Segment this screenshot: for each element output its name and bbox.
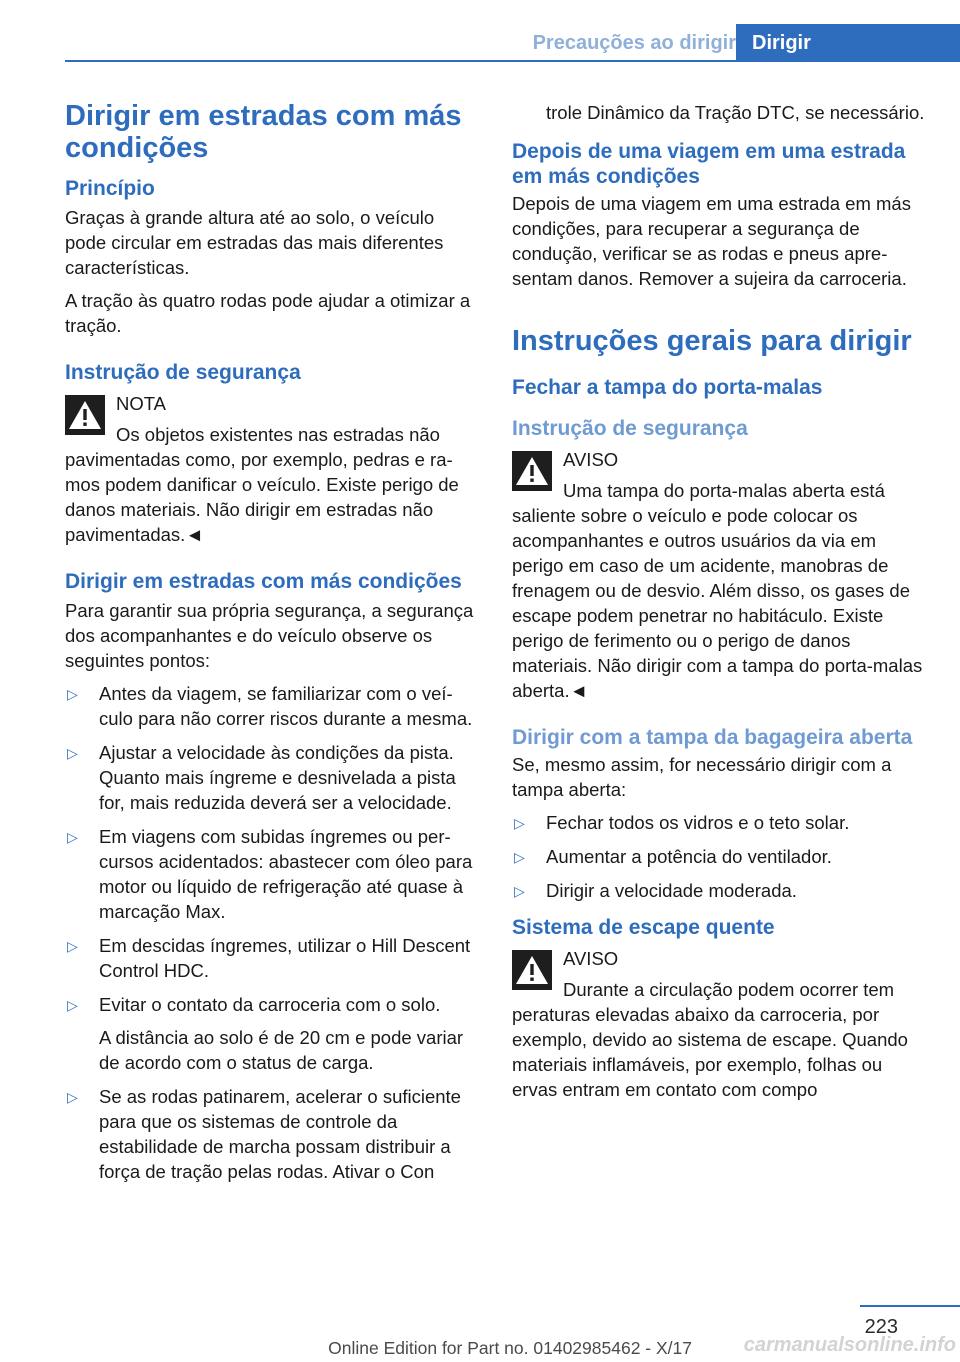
edition-text: Online Edition for Part no. 01402985462 - X/17	[328, 1338, 692, 1358]
list-item: ▷ Em viagens com subidas íngremes ou percursos acidentados: abastecer com óleo para motor ou líquido de refrigeração até quase à marcação Max.	[67, 826, 473, 922]
open-trunk-heading: Dirigir com a tampa da bagageira aberta	[512, 726, 913, 749]
triangle-bullet-icon: ▷	[514, 815, 525, 831]
principle-text-2: A tração às quatro rodas pode ajudar a otimizar a tração.	[65, 290, 471, 336]
list-item: ▷ Se as rodas patinarem, acelerar o suficiente para que os sistemas de controle da estabilidade de marcha possam distribuir a força de tração pelas rodas. Ativar o Con	[67, 1086, 461, 1182]
trunk-safety-heading: Instrução de segurança	[512, 417, 748, 440]
triangle-bullet-icon: ▷	[514, 849, 525, 865]
warning-triangle-icon	[512, 451, 552, 491]
list-item: ▷ Fechar todos os vidros e o teto solar.	[512, 810, 927, 835]
list-item: ▷ Dirigir a velocidade moderada.	[512, 878, 927, 903]
warning-first-line: Os objetos existentes nas estradas não	[116, 424, 440, 445]
list-item: ▷ Antes da viagem, se familiarizar com o veículo para não correr riscos durante a mesma.	[67, 683, 473, 729]
principle-heading: Princípio	[65, 177, 155, 200]
warning-block	[512, 447, 927, 703]
page-title: Dirigir em estradas com más condições	[65, 100, 462, 164]
warning-text: saliente sobre o veículo e pode colocar os acompanhantes e outros usuários da via em perigo em caso de um acidente, manobras de frenagem ou de desvio. Além disso, os gases de escape podem penetrar no habitáculo. Existe perigo de ferimento ou o perigo de danos materiais. Não dirigir com a tampa do porta-malas aberta.◄	[512, 505, 923, 701]
triangle-bullet-icon: ▷	[67, 745, 78, 761]
bad-roads-intro: Para garantir sua própria segurança, a segurança dos acompanhantes e do veículo observe os seguintes pontos:	[65, 600, 474, 671]
warning-first-line: Uma tampa do porta-malas aberta está	[563, 480, 885, 501]
header-rule	[65, 60, 960, 62]
bad-roads-list	[65, 681, 480, 1184]
general-instructions-title: Instruções gerais para dirigir	[512, 325, 912, 357]
warning-first-line: Durante a circulação podem ocorrer tem	[563, 979, 895, 1000]
triangle-bullet-icon: ▷	[514, 883, 525, 899]
header-section-prev: Precauções ao dirigir	[532, 32, 736, 54]
warning-block	[65, 391, 480, 547]
watermark: carmanualsonline.info	[743, 1334, 956, 1356]
after-trip-text: Depois de uma viagem em uma estrada em más condições, para recuperar a segurança de condução, verificar se as rodas e pneus apresentam danos. Remover a sujeira da carroceria.	[512, 193, 911, 289]
list-item: ▷ Em descidas íngremes, utilizar o Hill Descent Control HDC.	[67, 935, 471, 981]
principle-text-1: Graças à grande altura até ao solo, o veículo pode circular em estradas das mais diferentes características.	[65, 207, 444, 278]
exhaust-heading: Sistema de escape quente	[512, 916, 775, 939]
warning-title: AVISO	[563, 948, 619, 969]
triangle-bullet-icon: ▷	[67, 686, 78, 702]
warning-triangle-icon	[512, 950, 552, 990]
list-item-subtext: A distância ao solo é de 20 cm e pode variar de acordo com o status de carga.	[99, 1027, 464, 1073]
footer-rule	[860, 1305, 960, 1307]
list-item: ▷ Aumentar a potência do ventilador.	[512, 844, 927, 869]
after-trip-heading: Depois de uma viagem em uma estrada em más condições	[512, 140, 906, 188]
triangle-bullet-icon: ▷	[67, 938, 78, 954]
warning-title: AVISO	[563, 449, 619, 470]
triangle-bullet-icon: ▷	[67, 997, 78, 1013]
list-item: ▷ Evitar o contato da carroceria com o solo. A distância ao solo é de 20 cm e pode variar de acordo com o status de carga.	[65, 992, 480, 1075]
warning-title: NOTA	[116, 393, 167, 414]
list-item: ▷ Ajustar a velocidade às condições da pista. Quanto mais íngreme e desnivelada a pista for, mais reduzida deverá ser a velocidade.	[67, 742, 456, 813]
warning-text: pavimentadas como, por exemplo, pedras e ramos podem danificar o veículo. Existe perigo de danos materiais. Não dirigir em estradas não pavimentadas.◄	[65, 449, 459, 545]
warning-text: peraturas elevadas abaixo da carroceria, por exemplo, devido ao sistema de escape. Quando materiais inflamáveis, por exemplo, folhas ou ervas entram em contato com compo	[512, 1004, 908, 1100]
continuation-text: trole Dinâmico da Tração DTC, se necessário.	[546, 102, 925, 123]
triangle-bullet-icon: ▷	[67, 1089, 78, 1105]
triangle-bullet-icon: ▷	[67, 829, 78, 845]
warning-block	[512, 946, 927, 1102]
left-column	[65, 100, 480, 1193]
safety-heading: Instrução de segurança	[65, 361, 301, 384]
warning-triangle-icon	[65, 395, 105, 435]
bad-roads-heading: Dirigir em estradas com más condições	[65, 570, 462, 593]
page-number: 223	[864, 1316, 898, 1338]
open-trunk-list	[512, 810, 927, 903]
right-column	[512, 100, 927, 1110]
header-section-current: Dirigir	[736, 24, 960, 62]
trunk-heading: Fechar a tampa do porta-malas	[512, 376, 823, 399]
open-trunk-intro: Se, mesmo assim, for necessário dirigir com a tampa aberta:	[512, 754, 892, 800]
